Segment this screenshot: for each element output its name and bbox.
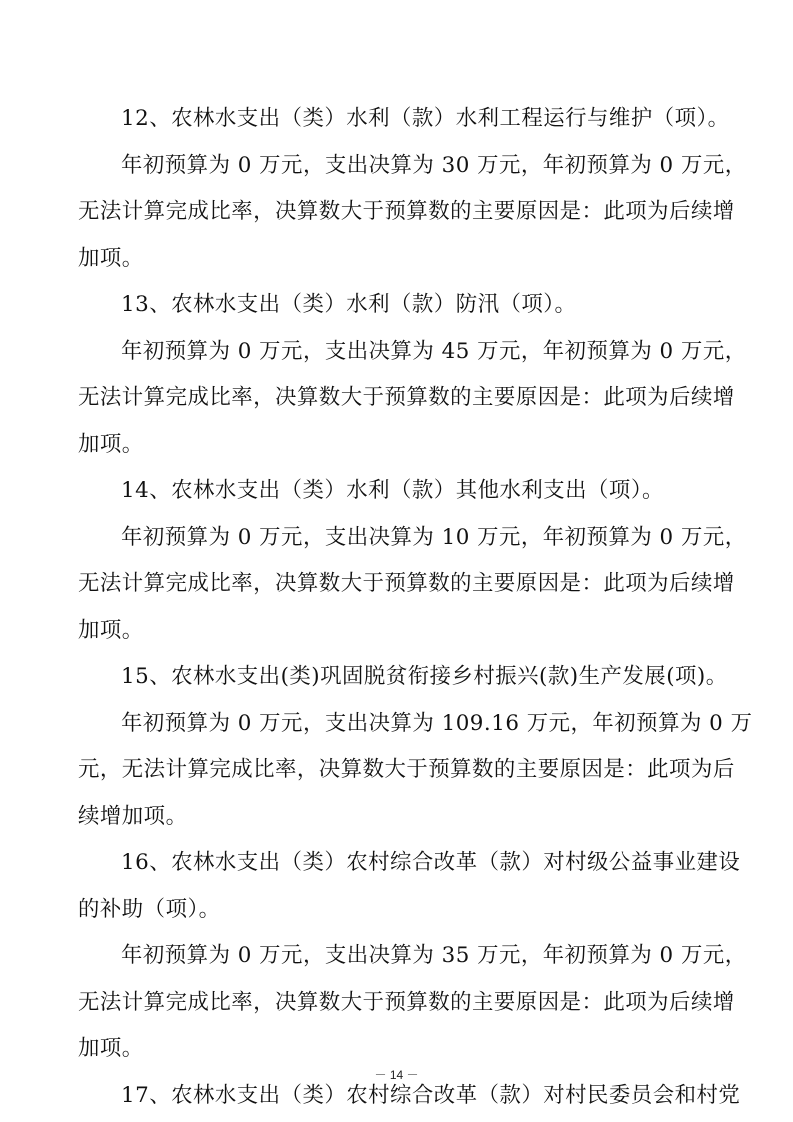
text-line: 无法计算完成比率，决算数大于预算数的主要原因是：此项为后续增 xyxy=(78,989,735,1015)
text-line: 加项。 xyxy=(78,1036,144,1061)
text-line: 年初预算为 0 万元，支出决算为 35 万元，年初预算为 0 万元， xyxy=(121,943,747,968)
text-line: 加项。 xyxy=(78,617,144,643)
text-line: 17、农林水支出（类）农村综合改革（款）对村民委员会和村党 xyxy=(121,1082,741,1108)
text-line: 加项。 xyxy=(78,431,144,457)
text-line: 年初预算为 0 万元，支出决算为 109.16 万元，年初预算为 0 万 xyxy=(121,710,753,736)
text-line: 元，无法计算完成比率，决算数大于预算数的主要原因是：此项为后 xyxy=(78,757,735,782)
text-line: 16、农林水支出（类）农村综合改革（款）对村级公益事业建设 xyxy=(121,850,741,875)
document-body xyxy=(78,96,753,1119)
text-line: 年初预算为 0 万元，支出决算为 45 万元，年初预算为 0 万元， xyxy=(121,338,747,364)
text-line: 年初预算为 0 万元，支出决算为 10 万元，年初预算为 0 万元， xyxy=(121,524,747,550)
text-line: 续增加项。 xyxy=(78,803,188,829)
text-line: 14、农林水支出（类）水利（款）其他水利支出（项）。 xyxy=(121,478,664,503)
text-line: 15、农林水支出(类)巩固脱贫衔接乡村振兴(款)生产发展(项)。 xyxy=(121,664,728,689)
text-line: 无法计算完成比率，决算数大于预算数的主要原因是：此项为后续增 xyxy=(78,199,735,224)
text-line: 的补助（项）。 xyxy=(78,896,221,922)
text-line: 13、农林水支出（类）水利（款）防汛（项）。 xyxy=(121,292,577,317)
text-line: 12、农林水支出（类）水利（款）水利工程运行与维护（项）。 xyxy=(121,106,730,131)
text-line: 年初预算为 0 万元，支出决算为 30 万元，年初预算为 0 万元， xyxy=(121,152,747,178)
page-number: － 14 － xyxy=(374,1068,419,1082)
text-line: 无法计算完成比率，决算数大于预算数的主要原因是：此项为后续增 xyxy=(78,571,735,596)
text-line: 无法计算完成比率，决算数大于预算数的主要原因是：此项为后续增 xyxy=(78,385,735,410)
text-line: 加项。 xyxy=(78,245,144,271)
